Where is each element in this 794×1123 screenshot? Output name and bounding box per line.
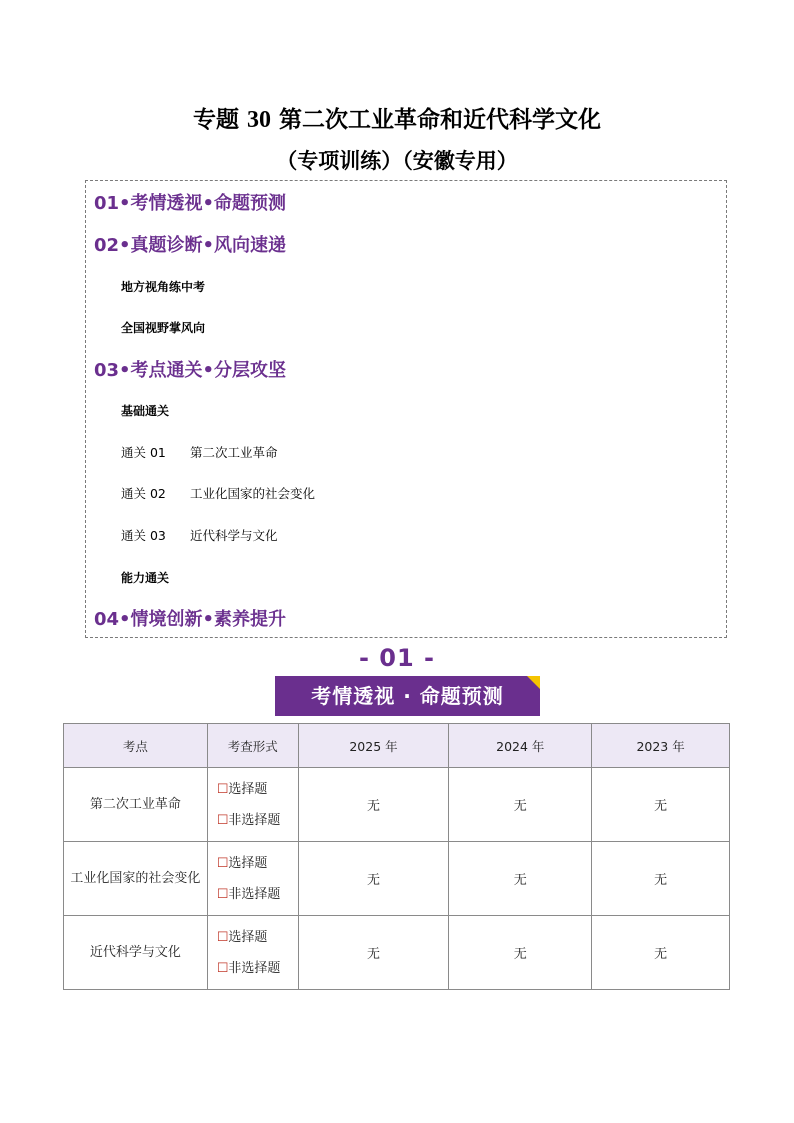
toc-sub-national[interactable]: 全国视野掌风向 bbox=[121, 321, 206, 335]
toc-topic-code: 通关 03 bbox=[121, 528, 166, 543]
toc-topic-03[interactable] bbox=[121, 527, 278, 545]
doc-subtitle: （专项训练）（安徽专用） bbox=[276, 149, 518, 173]
form-label: 选择题 bbox=[228, 855, 268, 871]
title-prefix: 专题 bbox=[192, 107, 239, 133]
form-label: 非选择题 bbox=[228, 812, 281, 828]
form-label: 非选择题 bbox=[228, 960, 281, 976]
title-main: 第二次工业革命和近代科学文化 bbox=[279, 107, 602, 133]
year-2024-cell: 无 bbox=[449, 842, 592, 916]
checkbox-icon: ☐ bbox=[216, 929, 229, 945]
year-2024-cell: 无 bbox=[449, 768, 592, 842]
header-topic: 考点 bbox=[64, 724, 208, 768]
toc-heading-01[interactable]: 01•考情透视•命题预测 bbox=[94, 193, 287, 214]
form-option-nonchoice bbox=[217, 953, 298, 984]
header-2023: 2023 年 bbox=[592, 724, 730, 768]
toc-heading-04[interactable]: 04•情境创新•素养提升 bbox=[94, 609, 287, 630]
header-2025: 2025 年 bbox=[298, 724, 449, 768]
form-option-choice bbox=[217, 848, 298, 879]
banner-corner-decoration bbox=[527, 676, 540, 689]
header-form: 考查形式 bbox=[207, 724, 298, 768]
toc-topic-text: 第二次工业革命 bbox=[190, 445, 278, 460]
checkbox-icon: ☐ bbox=[216, 855, 229, 871]
form-option-choice bbox=[217, 774, 298, 805]
toc-heading-02[interactable]: 02•真题诊断•风向速递 bbox=[94, 235, 287, 256]
table-row bbox=[64, 768, 730, 842]
checkbox-icon: ☐ bbox=[216, 781, 229, 797]
form-label: 选择题 bbox=[228, 929, 268, 945]
toc-topic-text: 工业化国家的社会变化 bbox=[190, 486, 316, 501]
title-number: 30 bbox=[247, 107, 271, 133]
toc-topic-02[interactable] bbox=[121, 485, 315, 503]
table-row bbox=[64, 842, 730, 916]
toc-topic-code: 通关 01 bbox=[121, 445, 166, 460]
year-2025-cell: 无 bbox=[298, 768, 449, 842]
year-2024-cell: 无 bbox=[449, 916, 592, 990]
section-banner bbox=[275, 676, 540, 716]
header-2024: 2024 年 bbox=[449, 724, 592, 768]
year-2023-cell: 无 bbox=[592, 842, 730, 916]
section-number: - 01 - bbox=[358, 644, 436, 672]
year-2023-cell: 无 bbox=[592, 768, 730, 842]
form-option-choice bbox=[217, 922, 298, 953]
exam-analysis-table bbox=[63, 723, 730, 990]
form-option-nonchoice bbox=[217, 879, 298, 910]
toc-sub-local[interactable]: 地方视角练中考 bbox=[121, 280, 206, 294]
year-2025-cell: 无 bbox=[298, 842, 449, 916]
form-option-nonchoice bbox=[217, 805, 298, 836]
form-cell bbox=[207, 768, 298, 842]
toc-sub-basic[interactable]: 基础通关 bbox=[121, 404, 170, 418]
section-banner-text: 考情透视 · 命题预测 bbox=[311, 684, 504, 708]
toc-heading-03[interactable]: 03•考点通关•分层攻坚 bbox=[94, 360, 287, 381]
toc-topic-text: 近代科学与文化 bbox=[190, 528, 278, 543]
toc-topic-code: 通关 02 bbox=[121, 486, 166, 501]
topic-cell: 近代科学与文化 bbox=[64, 916, 208, 990]
doc-title bbox=[0, 103, 794, 137]
form-cell bbox=[207, 842, 298, 916]
topic-cell: 工业化国家的社会变化 bbox=[64, 842, 208, 916]
toc-topic-01[interactable] bbox=[121, 444, 278, 462]
year-2023-cell: 无 bbox=[592, 916, 730, 990]
checkbox-icon: ☐ bbox=[216, 886, 229, 902]
form-label: 非选择题 bbox=[228, 886, 281, 902]
table-of-contents bbox=[85, 180, 727, 638]
checkbox-icon: ☐ bbox=[216, 960, 229, 976]
checkbox-icon: ☐ bbox=[216, 812, 229, 828]
toc-sub-ability[interactable]: 能力通关 bbox=[121, 571, 170, 585]
form-cell bbox=[207, 916, 298, 990]
topic-cell: 第二次工业革命 bbox=[64, 768, 208, 842]
year-2025-cell: 无 bbox=[298, 916, 449, 990]
form-label: 选择题 bbox=[228, 781, 268, 797]
table-header-row bbox=[64, 724, 730, 768]
table-row bbox=[64, 916, 730, 990]
